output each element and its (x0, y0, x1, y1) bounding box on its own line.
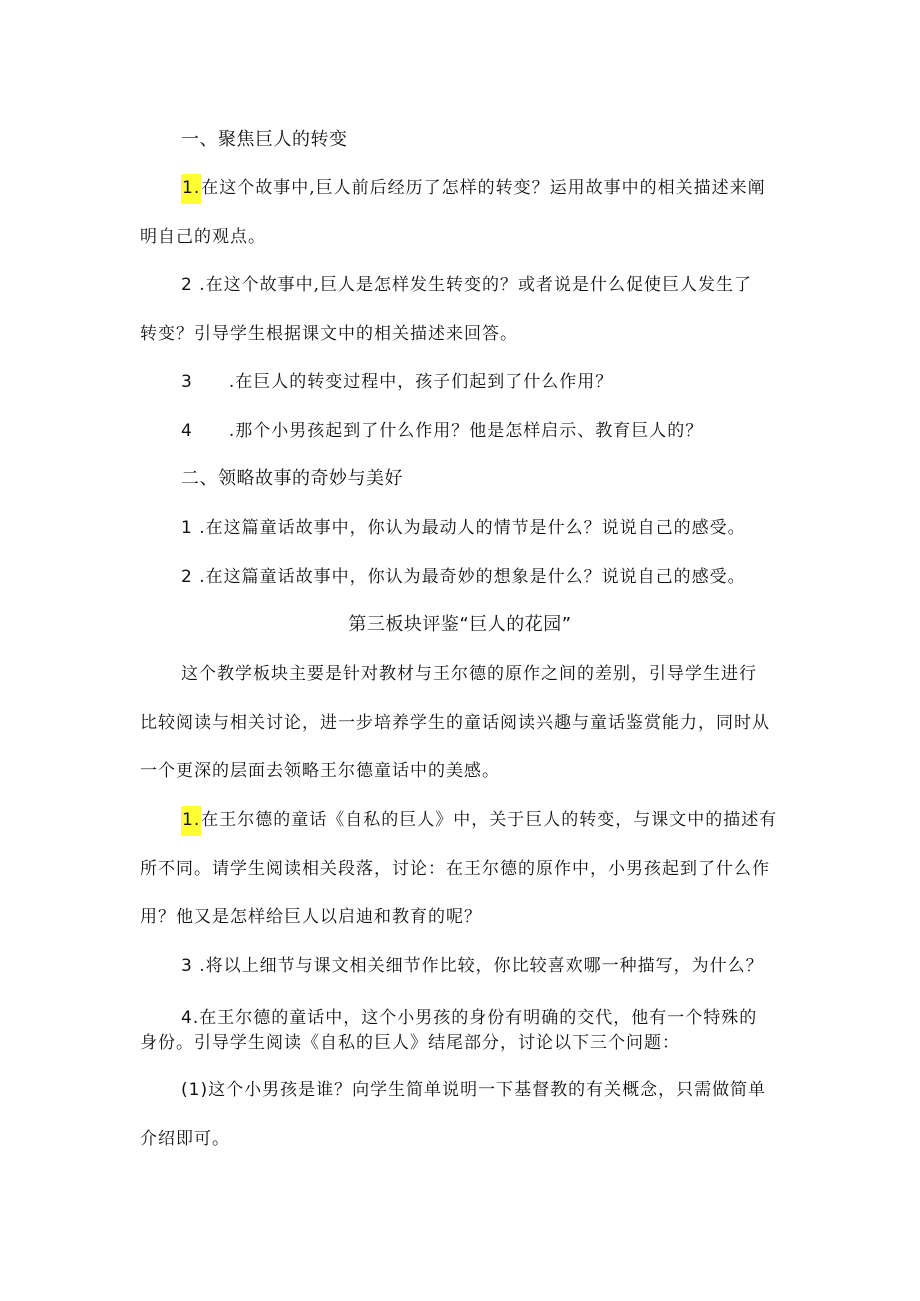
question-3-text: .在巨人的转变过程中，孩子们起到了什么作用？ (228, 372, 614, 392)
section-2-question-2-text: .在这篇童话故事中，你认为最奇妙的想象是什么？说说自己的感受。 (192, 567, 746, 587)
paragraph-1-line-1: 这个教学板块主要是针对教材与王尔德的原作之间的差别，引导学生进行 (181, 664, 757, 684)
section-2-question-2 (181, 565, 746, 589)
section-3-question-4-number: 4 (181, 1008, 193, 1028)
section-2-question-2-number: 2 (181, 567, 193, 587)
sub-question-1-line-1 (181, 1078, 766, 1102)
section-heading-2: 二、领略故事的奇妙与美好 (181, 468, 403, 489)
question-4 (181, 419, 703, 443)
question-4-text: .那个小男孩起到了什么作用？他是怎样启示、教育巨人的？ (228, 421, 704, 441)
sub-question-1-line-2: 介绍即可。 (140, 1129, 230, 1149)
section-3-question-3 (181, 954, 764, 978)
question-1-text: 在这个故事中,巨人前后经历了怎样的转变？运用故事中的相关描述来阐 (201, 178, 766, 198)
paragraph-1-line-3: 一个更深的层面去领略王尔德童话中的美感。 (140, 761, 500, 781)
section-2-question-1-number: 1 (181, 518, 193, 538)
sub-question-1-number: (1) (181, 1080, 209, 1100)
section-3-question-4-line-2: 身份。引导学生阅读《自私的巨人》结尾部分，讨论以下三个问题： (140, 1033, 680, 1053)
question-2-number: 2 (181, 275, 193, 295)
section-3-question-4-line-1 (181, 1006, 757, 1030)
section-3-question-1-text: 在王尔德的童话《自私的巨人》中，关于巨人的转变，与课文中的描述有 (201, 810, 778, 830)
section-heading-1: 一、聚焦巨人的转变 (181, 129, 348, 150)
question-1-line-2: 明自己的观点。 (140, 227, 266, 247)
section-2-question-1-text: .在这篇童话故事中，你认为最动人的情节是什么？说说自己的感受。 (192, 518, 746, 538)
section-3-question-3-text: .将以上细节与课文相关细节作比较，你比较喜欢哪一种描写，为什么？ (192, 956, 764, 976)
sub-question-1-text: 这个小男孩是谁？向学生简单说明一下基督教的有关概念，只需做简单 (208, 1080, 767, 1100)
section-3-question-1-line-1 (181, 808, 777, 832)
section-3-question-1-line-3: 用？他又是怎样给巨人以启迪和教育的呢？ (140, 907, 482, 927)
section-3-question-1-line-2: 所不同。请学生阅读相关段落，讨论：在王尔德的原作中，小男孩起到了什么作 (140, 859, 770, 879)
question-2-text: .在这个故事中,巨人是怎样发生转变的？或者说是什么促使巨人发生了 (192, 275, 753, 295)
question-3 (181, 370, 613, 394)
question-1-number: 1. (181, 174, 201, 204)
question-2-line-2: 转变？引导学生根据课文中的相关描述来回答。 (140, 324, 518, 344)
paragraph-1-line-2: 比较阅读与相关讨论，进一步培养学生的童话阅读兴趣与童话鉴赏能力，同时从 (140, 713, 770, 733)
section-3-question-1-number: 1. (181, 806, 201, 836)
question-4-number: 4 (181, 421, 193, 441)
section-3-question-4-text: .在王尔德的童话中，这个小男孩的身份有明确的交代，他有一个特殊的 (192, 1008, 758, 1028)
section-heading-3: 第三板块评鉴“巨人的花园” (348, 614, 572, 635)
question-2-line-1 (181, 273, 752, 297)
question-3-number: 3 (181, 372, 193, 392)
question-1-line-1 (181, 176, 766, 200)
section-3-question-3-number: 3 (181, 956, 193, 976)
section-2-question-1 (181, 516, 746, 540)
